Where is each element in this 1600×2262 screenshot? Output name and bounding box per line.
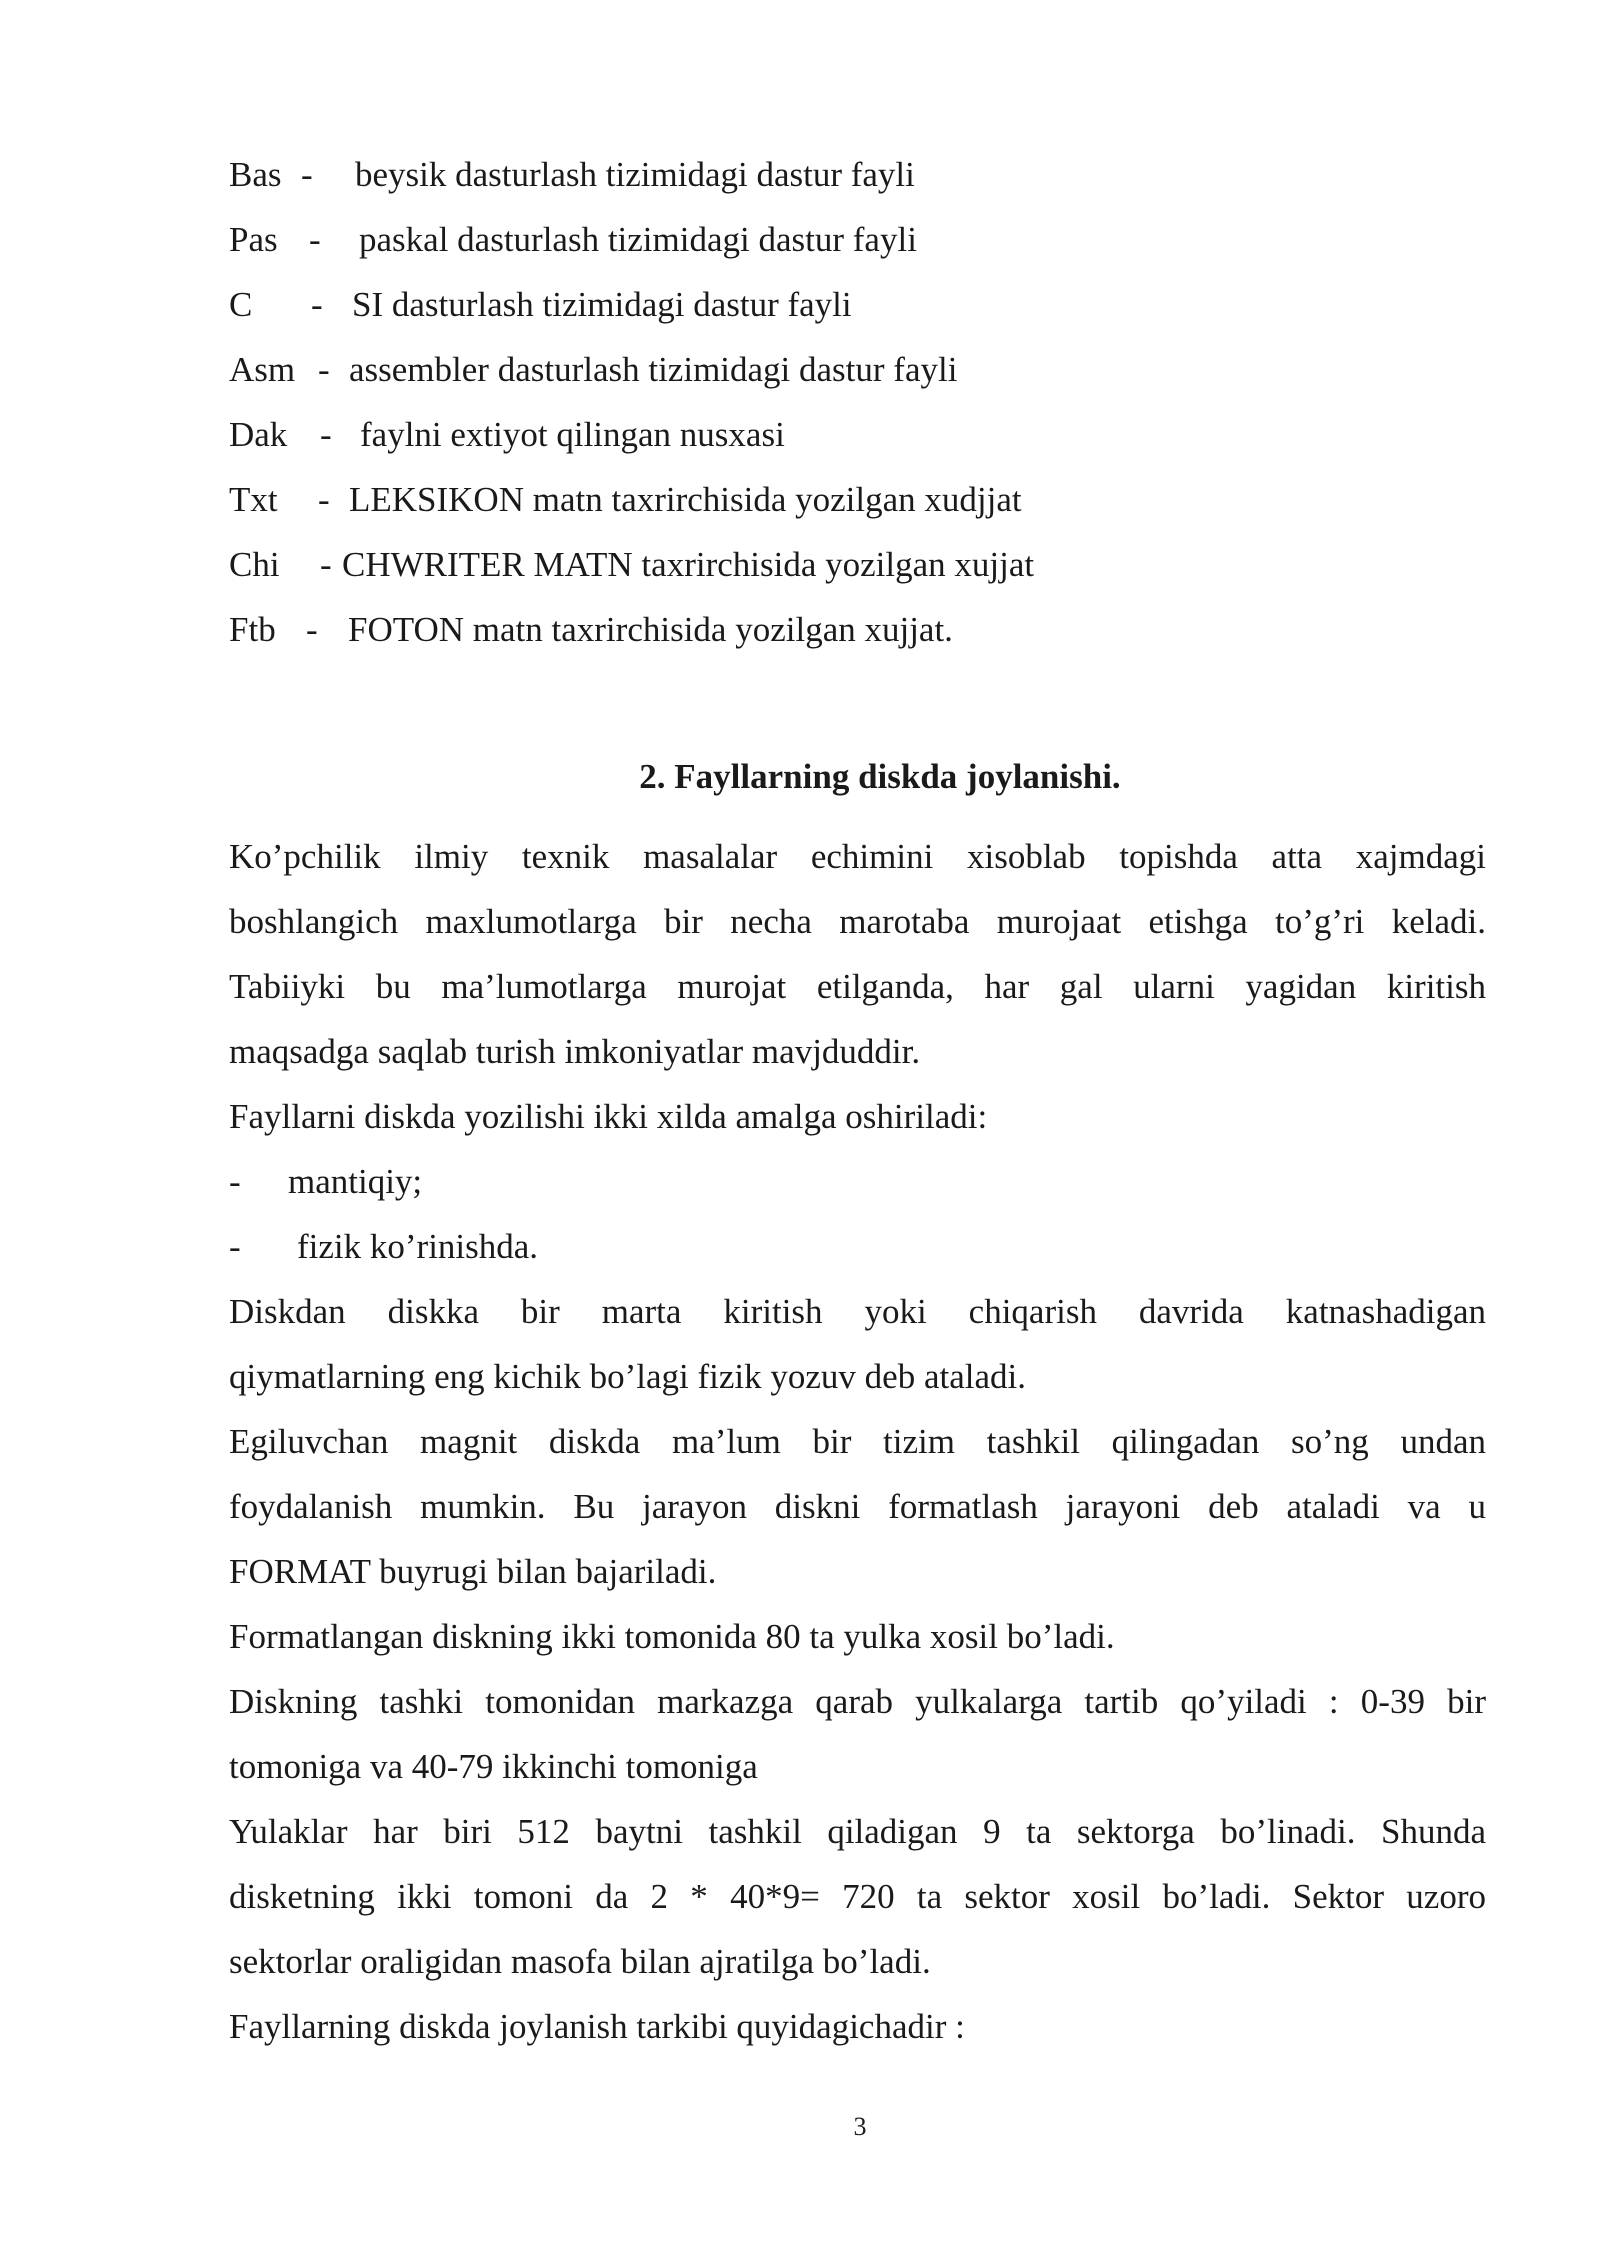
extension-dash: -: [311, 285, 323, 324]
paragraph-line: foydalanish mumkin. Bu jarayon diskni formatlash jarayoni deb ataladi va u: [229, 1487, 1486, 1526]
extension-description: assembler dasturlash tizimidagi dastur fayli: [349, 350, 958, 389]
extension-description: paskal dasturlash tizimidagi dastur fayli: [359, 220, 917, 259]
extension-description: CHWRITER MATN taxrirchisida yozilgan xujjat: [342, 545, 1035, 584]
extension-dash: -: [320, 545, 332, 584]
extension-code: C: [229, 285, 253, 324]
extension-code: Ftb: [229, 610, 276, 649]
extension-dash: -: [306, 610, 318, 649]
bullet-dash: -: [229, 1227, 241, 1266]
paragraph-line: Yulaklar har biri 512 baytni tashkil qiladigan 9 ta sektorga bo’linadi. Shunda: [229, 1812, 1486, 1851]
paragraph-line: tomoniga va 40-79 ikkinchi tomoniga: [229, 1747, 758, 1786]
extension-code: Bas: [229, 155, 282, 194]
extension-code: Dak: [229, 415, 288, 454]
extension-description: LEKSIKON matn taxrirchisida yozilgan xudjjat: [349, 480, 1022, 519]
section-heading: 2. Fayllarning diskda joylanishi.: [639, 757, 1121, 796]
bullet-item: [229, 1157, 1486, 1207]
paragraph-line: Ko’pchilik ilmiy texnik masalalar echimini xisoblab topishda atta xajmdagi: [229, 837, 1486, 876]
paragraph-line: sektorlar oraligidan masofa bilan ajratilga bo’ladi.: [229, 1942, 931, 1981]
paragraph-line: disketning ikki tomoni da 2 * 40*9= 720 ta sektor xosil bo’ladi. Sektor uzoro: [229, 1877, 1486, 1916]
bullet-item: [229, 1222, 1486, 1272]
extension-dash: -: [320, 415, 332, 454]
paragraph-line: boshlangich maxlumotlarga bir necha marotaba murojaat etishga to’g’ri keladi.: [229, 902, 1486, 941]
paragraph-line: Tabiiyki bu ma’lumotlarga murojat etilganda, har gal ularni yagidan kiritish: [229, 967, 1486, 1006]
extension-code: Chi: [229, 545, 280, 584]
extension-code: Asm: [229, 350, 296, 389]
paragraph-line: Diskdan diskka bir marta kiritish yoki chiqarish davrida katnashadigan: [229, 1292, 1486, 1331]
extension-description: beysik dasturlash tizimidagi dastur fayli: [355, 155, 915, 194]
paragraph-line: maqsadga saqlab turish imkoniyatlar mavjduddir.: [229, 1032, 921, 1071]
extension-dash: -: [301, 155, 313, 194]
paragraph-line: Formatlangan diskning ikki tomonida 80 ta yulka xosil bo’ladi.: [229, 1617, 1115, 1656]
extension-description: SI dasturlash tizimidagi dastur fayli: [352, 285, 852, 324]
extension-dash: -: [318, 480, 330, 519]
paragraph-line: qiymatlarning eng kichik bo’lagi fizik yozuv deb ataladi.: [229, 1357, 1026, 1396]
bullet-dash: -: [229, 1162, 241, 1201]
extension-dash: -: [309, 220, 321, 259]
paragraph-line: FORMAT buyrugi bilan bajariladi.: [229, 1552, 717, 1591]
extension-code: Txt: [229, 480, 278, 519]
paragraph-line: Fayllarning diskda joylanish tarkibi quyidagichadir :: [229, 2007, 965, 2046]
page-number: 3: [853, 2112, 867, 2141]
paragraph-line: Egiluvchan magnit diskda ma’lum bir tizim tashkil qilingadan so’ng undan: [229, 1422, 1486, 1461]
paragraph-line: Fayllarni diskda yozilishi ikki xilda amalga oshiriladi:: [229, 1097, 988, 1136]
bullet-text: fizik ko’rinishda.: [297, 1227, 539, 1266]
extension-description: FOTON matn taxrirchisida yozilgan xujjat.: [348, 610, 953, 649]
paragraph-line: Diskning tashki tomonidan markazga qarab yulkalarga tartib qo’yiladi : 0-39 bir: [229, 1682, 1486, 1721]
extension-description: faylni extiyot qilingan nusxasi: [360, 415, 785, 454]
extension-dash: -: [318, 350, 330, 389]
bullet-text: mantiqiy;: [288, 1162, 423, 1201]
extension-code: Pas: [229, 220, 278, 259]
